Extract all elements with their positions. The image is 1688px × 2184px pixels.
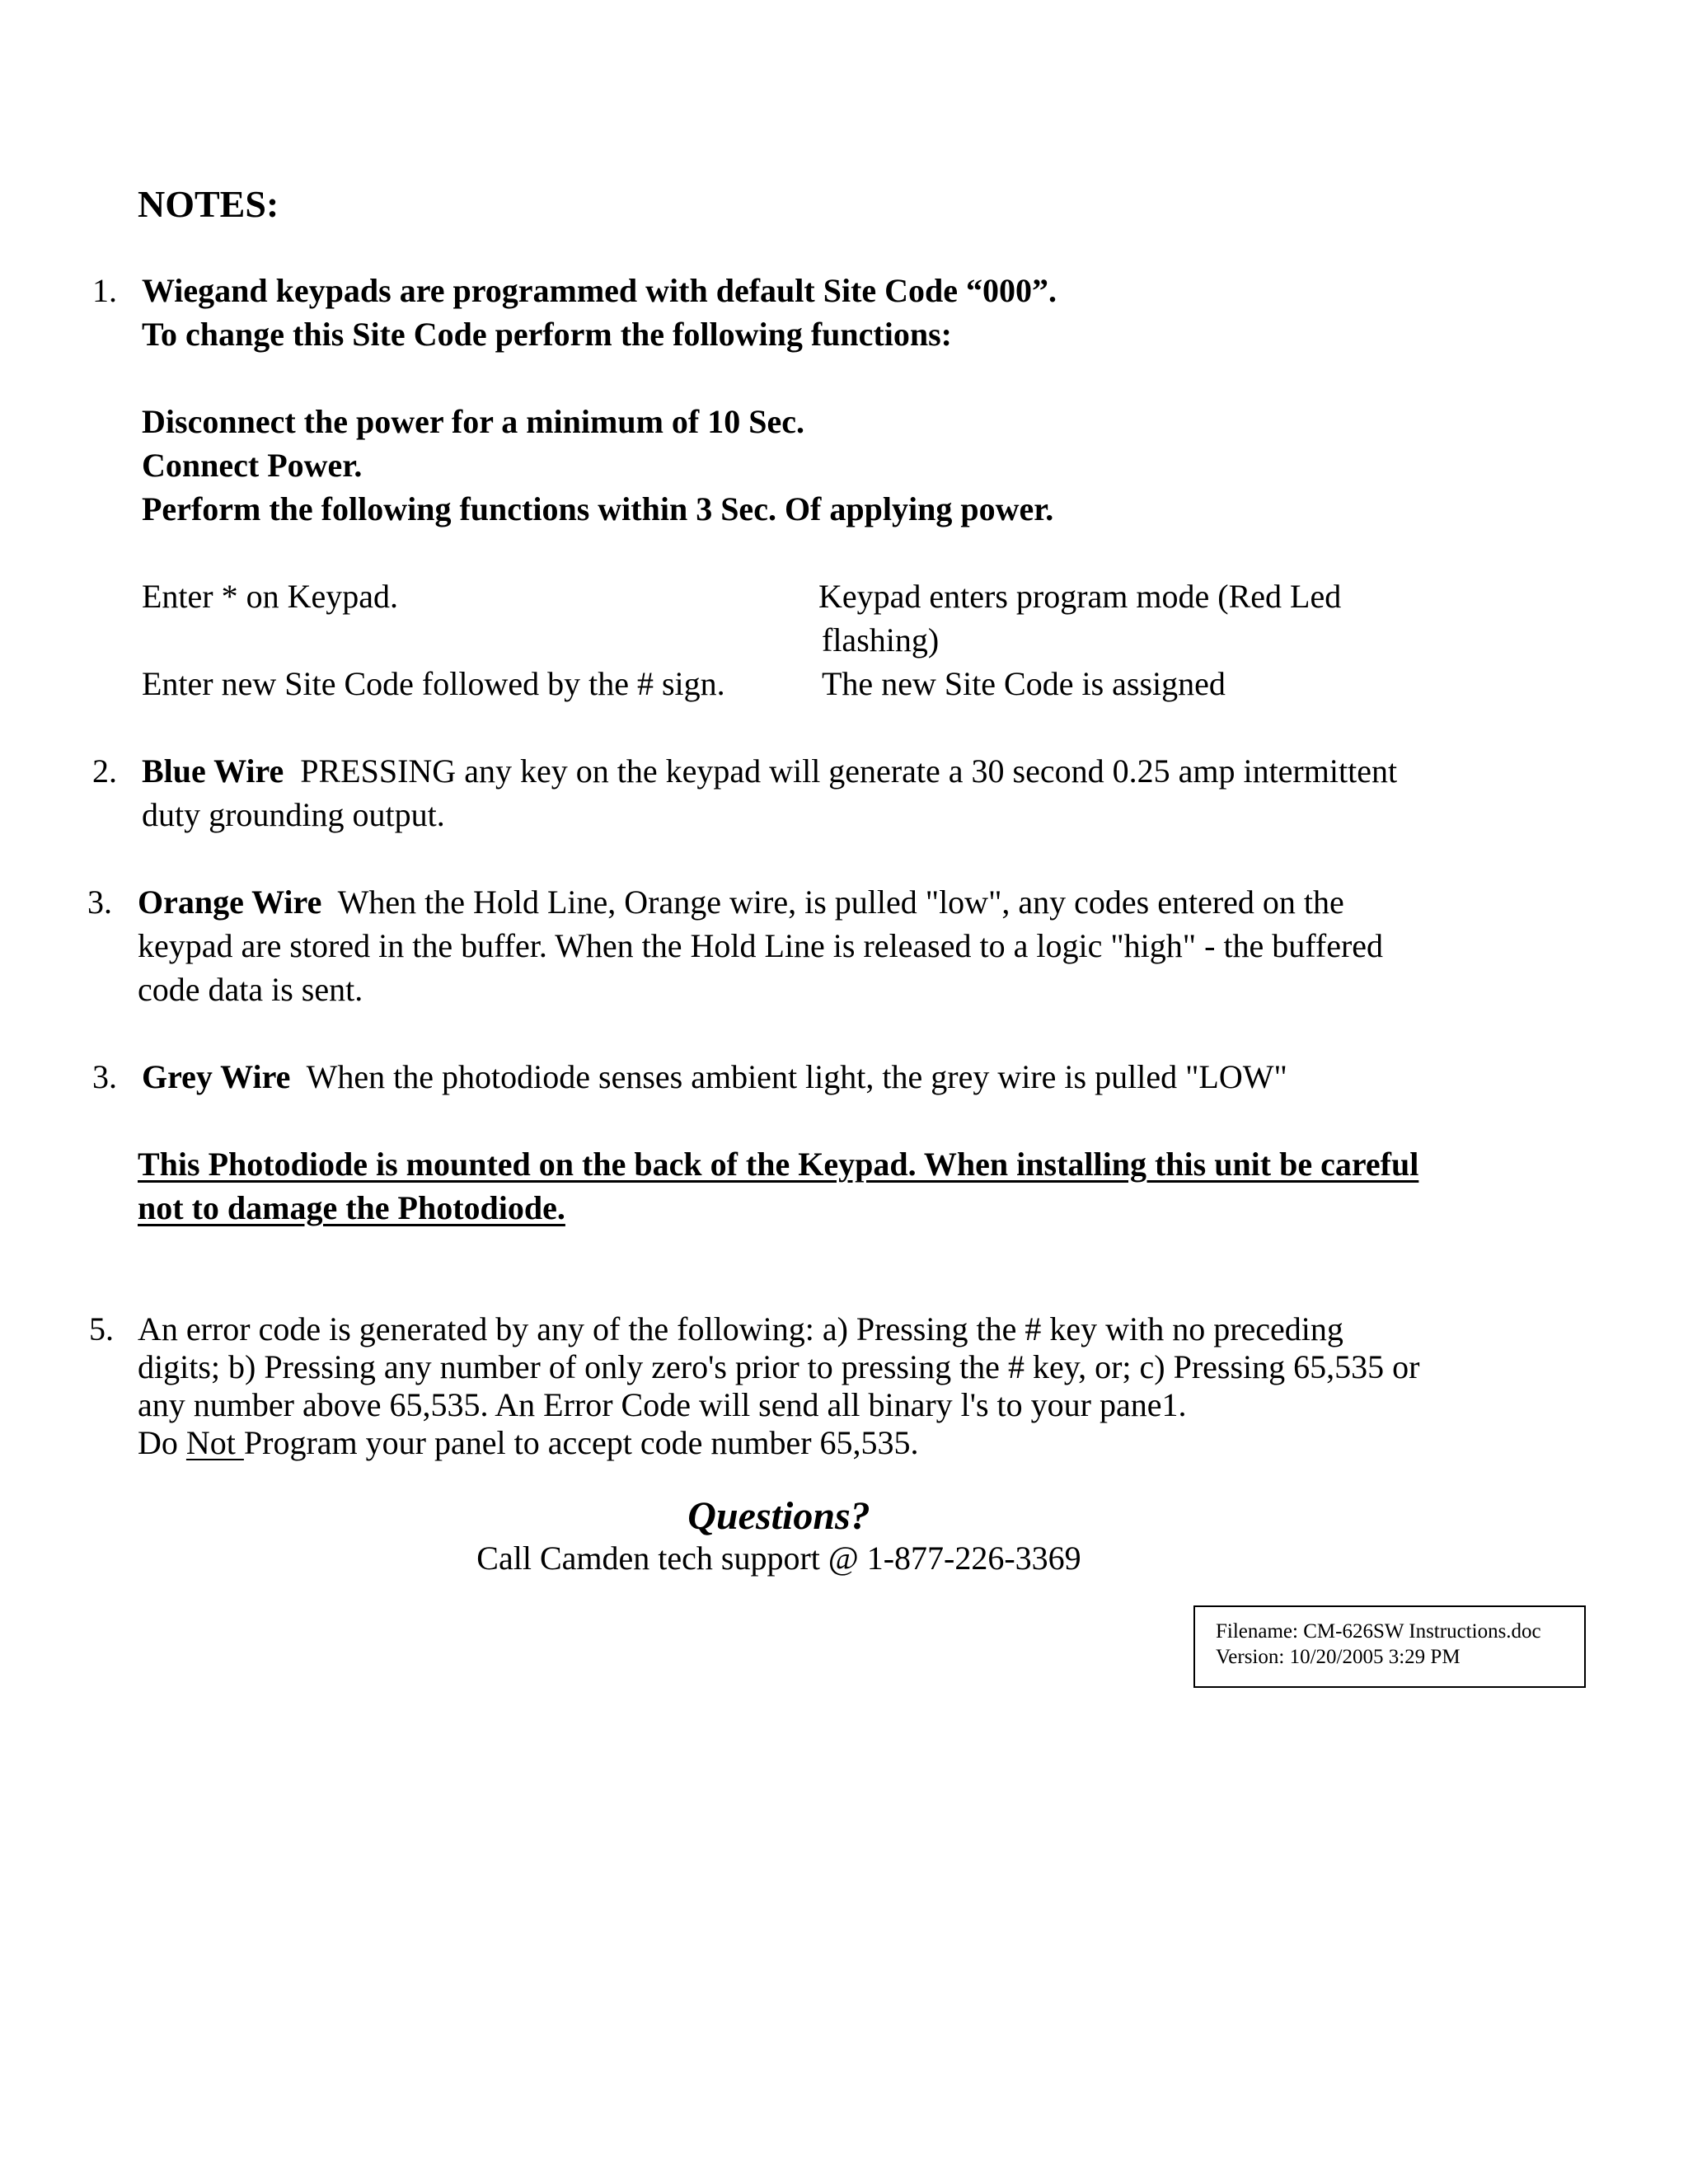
photodiode-warning-line1: This Photodiode is mounted on the back of the Keypad. When installing this unit be careful	[138, 1146, 1419, 1183]
note3a-line2: keypad are stored in the buffer. When the Hold Line is released to a logic "high" - the buffered	[138, 927, 1384, 964]
note3a-line3: code data is sent.	[138, 971, 363, 1008]
photodiode-warning-line2: not to damage the Photodiode.	[138, 1189, 565, 1226]
note5-number: 5.	[89, 1310, 114, 1347]
note1-line2: To change this Site Code perform the following functions:	[142, 316, 952, 353]
note1-line1: Wiegand keypads are programmed with default Site Code “000”.	[142, 272, 1057, 309]
version-text: Version: 10/20/2005 3:29 PM	[1216, 1646, 1461, 1668]
note5-not-underlined: Not	[185, 1424, 244, 1461]
note2-line1	[142, 749, 1397, 793]
note5-line1: An error code is generated by any of the following: a) Pressing the # key with no preceding	[138, 1310, 1343, 1347]
notes-heading: NOTES:	[138, 183, 279, 225]
filename-text: Filename: CM-626SW Instructions.doc	[1216, 1620, 1541, 1643]
questions-heading: Questions?	[687, 1494, 870, 1538]
note3a-line1	[138, 880, 1344, 924]
note5-line4	[138, 1424, 919, 1462]
note5-line3: any number above 65,535. An Error Code will send all binary l's to your pane1.	[138, 1386, 1187, 1423]
note5-line4-pre: Do	[138, 1424, 186, 1461]
note5-line2: digits; b) Pressing any number of only zero's prior to pressing the # key, or; c) Pressing 65,535 or	[138, 1348, 1420, 1385]
note3b-text: When the photodiode senses ambient light, the grey wire is pulled "LOW"	[306, 1058, 1287, 1095]
note1-step2: Connect Power.	[142, 447, 363, 484]
note3b-line1	[142, 1055, 1287, 1099]
support-phone-text: Call Camden tech support @ 1-877-226-3369	[476, 1540, 1081, 1577]
note1-action2: Enter new Site Code followed by the # sign.	[142, 665, 725, 702]
note1-result2: The new Site Code is assigned	[822, 665, 1226, 702]
note2-number: 2.	[92, 752, 117, 790]
note2-text: PRESSING any key on the keypad will generate a 30 second 0.25 amp intermittent	[300, 752, 1398, 790]
note1-step1: Disconnect the power for a minimum of 10 Sec.	[142, 403, 804, 440]
note3a-text: When the Hold Line, Orange wire, is pulled "low", any codes entered on the	[337, 883, 1344, 921]
note1-step3: Perform the following functions within 3 Sec. Of applying power.	[142, 490, 1054, 527]
note2-line2: duty grounding output.	[142, 796, 445, 833]
note5-line4-post: Program your panel to accept code number 65,535.	[243, 1424, 919, 1461]
note1-number: 1.	[92, 272, 117, 309]
file-info-box	[1193, 1605, 1586, 1688]
note3b-number: 3.	[92, 1058, 117, 1095]
note2-label: Blue Wire	[142, 752, 284, 790]
note1-result1-line2: flashing)	[822, 621, 940, 658]
note3b-label: Grey Wire	[142, 1058, 291, 1095]
note1-result1-line1: Keypad enters program mode (Red Led	[818, 578, 1342, 615]
note1-action1: Enter * on Keypad.	[142, 578, 399, 615]
note3a-number: 3.	[87, 883, 112, 921]
note3a-label: Orange Wire	[138, 883, 322, 921]
